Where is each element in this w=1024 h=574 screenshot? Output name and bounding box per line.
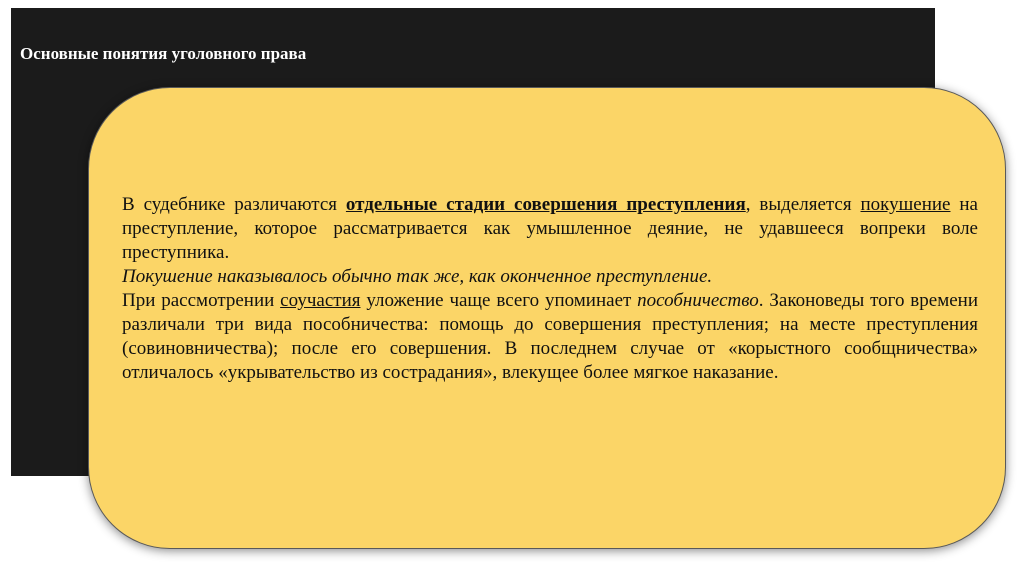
p1-text-3: , выделяется	[745, 194, 861, 215]
attempt-term: покушение	[860, 194, 951, 215]
paragraph-complicity	[122, 289, 978, 385]
p3-text-5: . Законоведы того времени различали три вида пособничества: помощь до совершения преступления; на месте преступления (совиновничества); после его совершения. В последнем случае от «корыстного сообщничества» отличалось «укрывательство из сострадания», влекущее более мягкое наказание.	[122, 290, 979, 383]
stages-term: отдельные стадии совершения преступления	[345, 194, 746, 215]
slide-title: Основные понятия уголовного права	[20, 44, 307, 63]
paragraph-attempt-punishment: Покушение наказывалось обычно так же, как оконченное преступление.	[122, 266, 713, 287]
paragraph-stages	[122, 193, 978, 265]
p3-text-3: уложение чаще всего упоминает	[360, 290, 638, 311]
p1-text-1: В судебнике различаются	[122, 194, 346, 215]
complicity-term: соучастия	[280, 290, 361, 311]
aiding-term: пособничество	[637, 290, 759, 311]
card-text	[122, 193, 978, 385]
content-card	[88, 87, 1006, 549]
p1-text-5: на преступление, которое рассматривается как умышленное деяние, не удавшееся вопреки воле преступника.	[122, 194, 978, 263]
p3-text-1: При рассмотрении	[122, 290, 281, 311]
